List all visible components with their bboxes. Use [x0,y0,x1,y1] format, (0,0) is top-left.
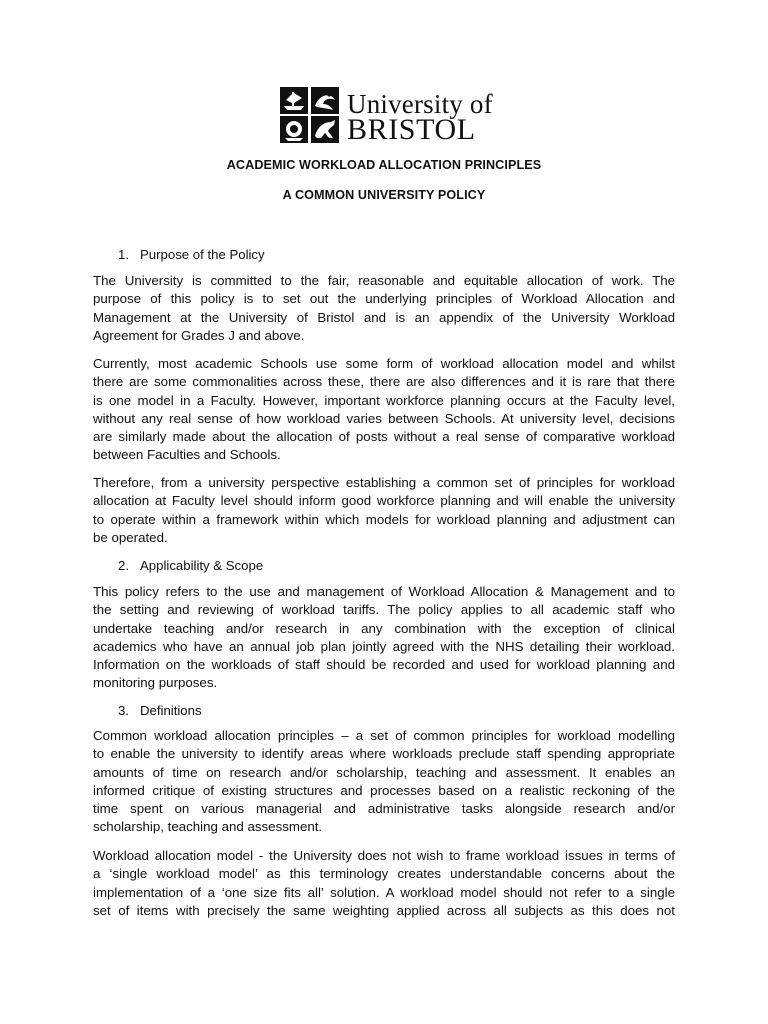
text-line: there are some commonalities across these, there are also differences and it is rare that there [93,374,675,390]
section-number: 3. [118,703,129,718]
section-number: 2. [118,558,129,573]
paragraph [93,583,675,693]
text-line: The University is committed to the fair, reasonable and equitable allocation of work. The [93,273,675,288]
text-line: set of items with precisely the same weighting applied across all subjects as this does not [93,902,675,918]
text-line: purpose of this policy is to set out the underlying principles of Workload Allocation and [93,291,675,307]
text-line: scholarship, teaching and assessment. [93,819,323,835]
section-number: 1. [118,247,129,262]
text-line: Information on the workloads of staff should be recorded and used for workload planning and [93,657,675,673]
document-title: ACADEMIC WORKLOAD ALLOCATION PRINCIPLES [226,158,542,172]
text-line: monitoring purposes. [93,675,218,691]
paragraph [93,355,675,465]
text-line: Workload allocation model - the University does not wish to frame workload issues in terms of [93,848,675,863]
text-line: time spent on various managerial and administrative tasks alongside research and/or [93,801,675,817]
text-line: be operated. [93,529,168,545]
logo-line-bristol: BRISTOL [347,113,476,146]
paragraph [93,474,675,547]
paragraph [93,847,675,920]
section-heading-text: Definitions [140,703,202,718]
text-line: Common workload allocation principles – a set of common principles for workload modelling [93,728,675,743]
text-line: are similarly made about the allocation of posts without a real sense of comparative workload [93,429,675,445]
section-heading-text: Applicability & Scope [140,558,264,573]
text-line: academics who have an annual job plan jointly agreed with the NHS detailing their workload. [93,638,675,654]
section-heading-text: Purpose of the Policy [140,247,265,262]
text-line: Therefore, from a university perspective establishing a common set of principles for workload [93,475,675,490]
text-line: a ‘single workload model’ as this terminology creates understandable concerns about the [93,866,675,882]
text-line: Agreement for Grades J and above. [93,327,305,343]
paragraph [93,272,675,345]
text-line: is one model in a Faculty. However, important workforce planning occurs at the Faculty level, [93,392,675,408]
logo-line-university-of: University of [347,89,493,119]
text-line: undertake teaching and/or research in any combination with the exception of clinical [93,620,675,636]
text-line: the setting and reviewing of workload tariffs. The policy applies to all academic staff who [93,602,675,618]
text-line: between Faculties and Schools. [93,447,281,463]
text-line: to operate within a framework within which models for workload planning and adjustment can [93,511,675,527]
university-logo [279,86,493,146]
text-line: Currently, most academic Schools use some form of workload allocation model and whilst [93,356,675,371]
crest-icon [279,86,341,144]
document-subtitle: A COMMON UNIVERSITY POLICY [282,188,486,202]
text-line: amounts of time on research and/or scholarship, teaching and assessment. It enables an [93,764,675,780]
text-line: Management at the University of Bristol and is an appendix of the University Workload [93,309,675,325]
text-line: to enable the university to identify areas where workloads preclude staff spending appropriate [93,746,675,762]
text-line: allocation at Faculty level should inform good workforce planning and will enable the university [93,493,675,509]
paragraph [93,727,675,837]
text-line: without any real sense of how workload varies between Schools. At university level, decisions [93,410,675,426]
text-line: This policy refers to the use and management of Workload Allocation & Management and to [93,584,675,599]
text-line: implementation of a ‘one size fits all’ solution. A workload model should not refer to a single [93,884,675,900]
text-line: informed critique of existing structures and processes based on a realistic reckoning of the [93,782,675,798]
